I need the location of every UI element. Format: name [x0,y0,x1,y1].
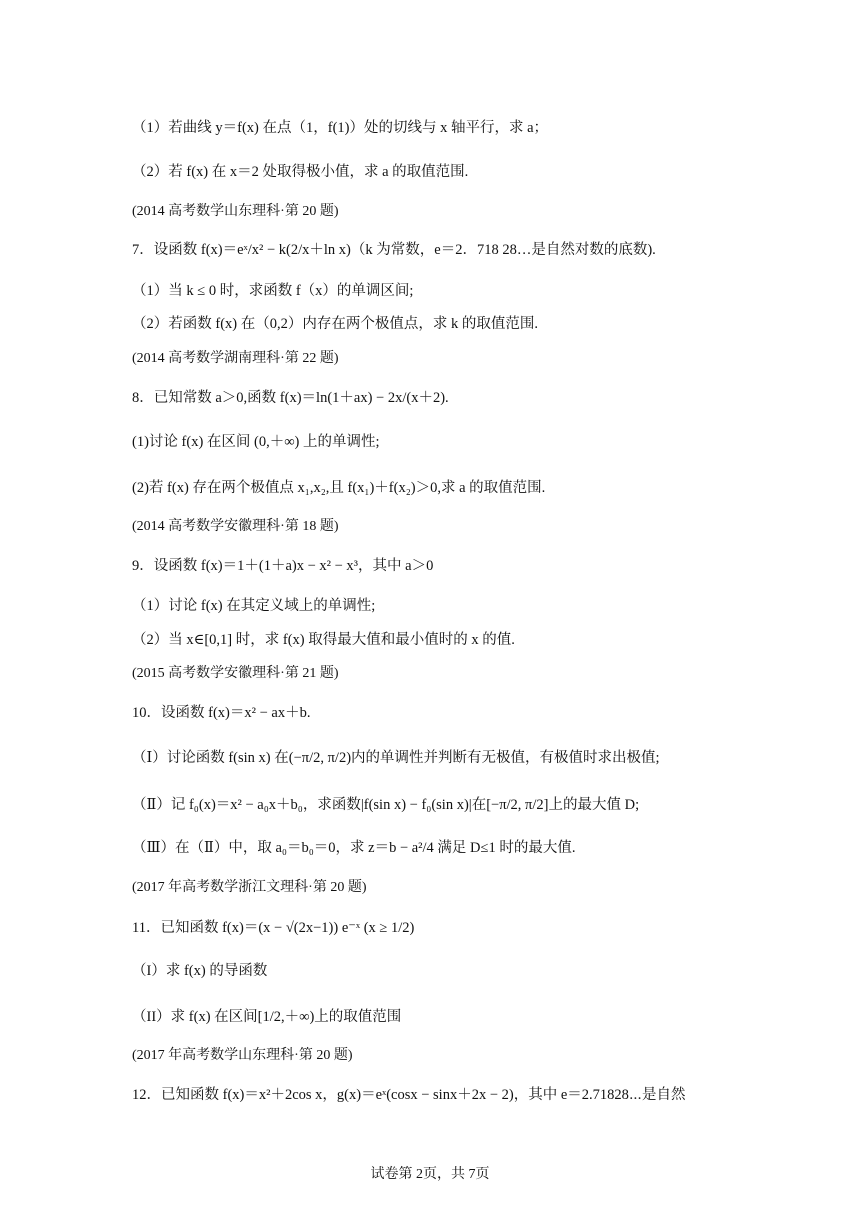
q8-part2: (2)若 f(x) 存在两个极值点 x₁,x₂,且 f(x₁)＋f(x₂)＞0,求 a 的取值范围. [132,480,546,496]
q6-part2: （2）若 f(x) 在 x＝2 处取得极小值，求 a 的取值范围. [132,164,469,180]
q10-part3: （Ⅲ）在（Ⅱ）中，取 a₀＝b₀＝0，求 z＝b − a²/4 满足 D≤1 时的最大值. [132,840,576,856]
q8-source: (2014 高考数学安徽理科·第 18 题) [132,519,339,534]
q9-part1: （1）讨论 f(x) 在其定义域上的单调性; [132,598,376,614]
q10-source: (2017 年高考数学浙江文理科·第 20 题) [132,880,367,895]
q12-stem: 12．已知函数 f(x)＝x²＋2cos x，g(x)＝eˣ(cosx − sinx＋2x − 2)，其中 e＝2.71828⋯是自然 [132,1087,686,1103]
q7-stem: 7．设函数 f(x)＝eˣ/x² − k(2/x＋ln x)（k 为常数，e＝2．718 28…是自然对数的底数). [132,242,656,258]
q9-source: (2015 高考数学安徽理科·第 21 题) [132,666,339,681]
q10-stem: 10．设函数 f(x)＝x² − ax＋b. [132,705,311,721]
q9-part2: （2）当 x∈[0,1] 时，求 f(x) 取得最大值和最小值时的 x 的值. [132,632,515,648]
q6-source: (2014 高考数学山东理科·第 20 题) [132,204,339,219]
q11-source: (2017 年高考数学山东理科·第 20 题) [132,1048,353,1063]
q6-part1: （1）若曲线 y＝f(x) 在点（1，f(1)）处的切线与 x 轴平行，求 a； [132,120,549,136]
q7-part1: （1）当 k ≤ 0 时，求函数 f（x）的单调区间; [132,283,414,299]
q7-source: (2014 高考数学湖南理科·第 22 题) [132,351,339,366]
q8-stem: 8．已知常数 a＞0,函数 f(x)＝ln(1＋ax) − 2x/(x＋2). [132,390,449,406]
q11-part2: （II）求 f(x) 在区间[1/2,＋∞)上的取值范围 [132,1009,402,1025]
q11-part1: （I）求 f(x) 的导函数 [132,963,268,979]
page-footer: 试卷第 2页，共 7页 [370,1167,490,1182]
q8-part1: (1)讨论 f(x) 在区间 (0,＋∞) 上的单调性; [132,434,380,450]
q10-part2: （Ⅱ）记 f₀(x)＝x² − a₀x＋b₀，求函数|f(sin x) − f₀(sin x)|在[−π/2, π/2]上的最大值 D; [132,797,640,813]
q7-part2: （2）若函数 f(x) 在（0,2）内存在两个极值点，求 k 的取值范围. [132,316,538,332]
q10-part1: （Ⅰ）讨论函数 f(sin x) 在(−π/2, π/2)内的单调性并判断有无极值，有极值时求出极值; [132,750,660,766]
q9-stem: 9．设函数 f(x)＝1＋(1＋a)x − x² − x³，其中 a＞0 [132,558,434,574]
q11-stem: 11．已知函数 f(x)＝(x − √(2x−1)) e⁻ˣ (x ≥ 1/2) [132,920,415,936]
